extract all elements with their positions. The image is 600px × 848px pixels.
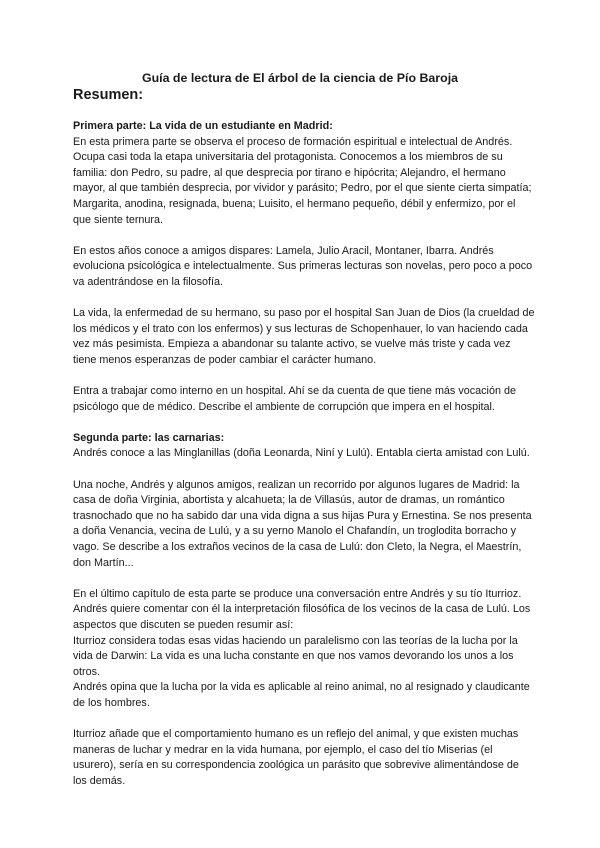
paragraph: Iturrioz añade que el comportamiento humano es un reflejo del animal, y que existen muchas maneras de luchar y medrar en la vida humana, por ejemplo, el caso del tío Miserias (el usurero), sería en su correspondencia zoológica un parásito que sobrevive alimentándose de los demás.	[73, 728, 519, 787]
paragraph: En el último capítulo de esta parte se produce una conversación entre Andrés y su tío Iturrioz. Andrés quiere comentar con él la interpretación filosófica de los vecinos de la casa de Lulú. Los aspectos que discuten se pueden resumir así:	[73, 587, 531, 631]
document-title: Guía de lectura de El árbol de la ciencia de Pío Baroja	[141, 71, 459, 85]
section-heading-segunda-parte: Segunda parte: las carnarias:	[73, 431, 225, 444]
paragraph: Una noche, Andrés y algunos amigos, realizan un recorrido por algunos lugares de Madrid: la casa de doña Virginia, abortista y alcahueta; la de Villasús, autor de dramas, un romántico trasnochado que no ha sabido dar una vida digna a sus hijas Pura y Ernestina. Se nos presenta a doña Venancia, vecina de Lulú, y a su yerno Manolo el Chafandín, un troglodita borracho y vago. Se describe a los extraños vecinos de la casa de Lulú: don Cleto, la Negra, el Maestrín, don Martín...	[73, 478, 532, 569]
paragraph: La vida, la enfermedad de su hermano, su paso por el hospital San Juan de Dios (la crueldad de los médicos y el trato con los enfermos) y sus lecturas de Schopenhauer, lo van haciendo cada vez más pesimista. Empieza a abandonar su talante activo, se vuelve más triste y cada vez tiene menos esperanzas de poder cambiar el carácter humano.	[73, 307, 535, 366]
section-heading-primera-parte: Primera parte: La vida de un estudiante en Madrid:	[73, 120, 333, 132]
document-body	[73, 119, 535, 805]
paragraph: En estos años conoce a amigos dispares: Lamela, Julio Aracil, Montaner, Ibarra. Andrés evoluciona psicológica e intelectualmente. Sus primeras lecturas son novelas, pero poco a poco va adentrándose en la filosofía.	[73, 244, 533, 288]
paragraph: En esta primera parte se observa el proceso de formación espiritual e intelectual de Andrés. Ocupa casi toda la etapa universitaria del protagonista. Conocemos a los miembros de su familia: don Pedro, su padre, al que desprecia por tirano e hipócrita; Alejandro, el hermano mayor, al que también desprecia, por vividor y parásito; Pedro, por el que siente cierta simpatía; Margarita, anodina, resignada, buena; Luisito, el hermano pequeño, débil y enfermizo, por el que siente ternura.	[73, 135, 532, 226]
paragraph: Iturrioz considera todas esas vidas haciendo un paralelismo con las teorías de la lucha por la vida de Darwin: La vida es una lucha constante en que nos vamos devorando los unos a los otros.	[73, 634, 518, 678]
document-subtitle: Resumen:	[73, 87, 144, 103]
paragraph: Entra a trabajar como interno en un hospital. Ahí se da cuenta de que tiene más vocación de psicólogo que de médico. Describe el ambiente de corrupción que impera en el hospital.	[73, 385, 516, 413]
paragraph: Andrés opina que la lucha por la vida es aplicable al reino animal, no al resignado y claudicante de los hombres.	[73, 681, 530, 709]
paragraph: Andrés conoce a las Minglanillas (doña Leonarda, Niní y Lulú). Entabla cierta amistad con Lulú.	[73, 447, 530, 460]
